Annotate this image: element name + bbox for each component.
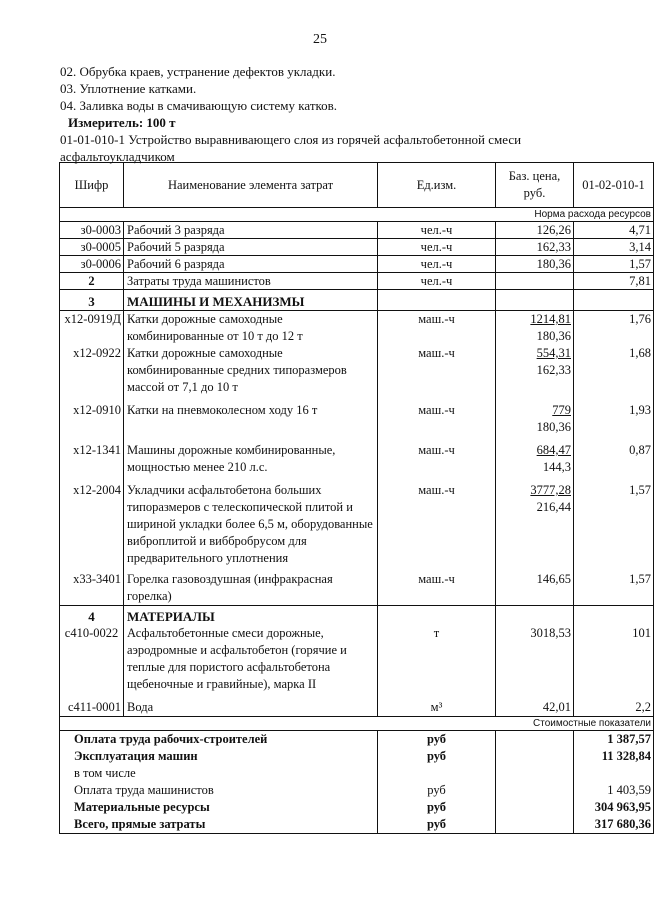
table-row [60,256,654,273]
row-price [496,273,574,290]
summary-label: Всего, прямые затраты [60,816,378,834]
section-row [60,290,654,311]
row-name: Укладчики асфальтобетона больших типоразмеров с телескопической плитой и шириной укладки более 6,5 м, оборудованные виброплитой и виббробрусом для предварительного уплотнения [124,476,378,567]
intro-block [60,63,600,165]
row-value: 1,57 [574,256,654,273]
row-name: Рабочий 3 разряда [124,222,378,239]
table-title: 01-01-010-1 Устройство выравнивающего слоя из горячей асфальтобетонной смеси асфальтоукладчиком [60,132,522,164]
norm-banner: Норма расхода ресурсов [60,208,654,222]
table-row [60,222,654,239]
row-price [496,311,574,346]
row-name: Катки на пневмоколесном ходу 16 т [124,396,378,436]
table-row [60,345,654,396]
summary-value: 304 963,95 [574,799,654,816]
table-row [60,693,654,717]
row-name: Рабочий 6 разряда [124,256,378,273]
price-labor: 180,36 [536,420,571,434]
row-unit: т [378,606,496,694]
row-price: 42,01 [496,693,574,717]
row-unit: маш.-ч [378,567,496,606]
row-code: з0-0006 [60,256,124,273]
row-price [496,476,574,567]
price-labor: 180,36 [536,329,571,343]
row-value: 7,81 [574,273,654,290]
section-title: МАТЕРИАЛЫ [127,609,215,624]
table-row [60,436,654,476]
price-labor: 216,44 [536,500,571,514]
row-value: 1,68 [574,345,654,396]
row-price: 162,33 [496,239,574,256]
summary-unit: руб [378,799,496,816]
table-row [60,273,654,290]
row-price [496,345,574,396]
row-value: 1,93 [574,396,654,436]
summary-label: в том числе [60,765,378,782]
section-title: МАШИНЫ И МЕХАНИЗМЫ [124,290,378,311]
summary-value: 11 328,84 [574,748,654,765]
row-value: 1,57 [574,567,654,606]
row-unit: маш.-ч [378,396,496,436]
table-row [60,567,654,606]
header-code: Шифр [60,163,124,208]
summary-row [60,782,654,799]
row-code: х12-0922 [60,345,124,396]
row-value: 101 [574,606,654,694]
row-unit: маш.-ч [378,476,496,567]
row-code: з0-0003 [60,222,124,239]
row-price: 3018,53 [496,606,574,694]
summary-row [60,731,654,749]
summary-row [60,748,654,765]
material-name: Асфальтобетонные смеси дорожные, аэродромные и асфальтобетон (горячие и теплые для пористого асфальтобетона щебеночные и гравийные), марка II [127,626,347,691]
page-number: 25 [313,32,327,47]
row-code: х12-1341 [60,436,124,476]
header-unit: Ед.изм. [378,163,496,208]
row-unit: чел.-ч [378,256,496,273]
price-base: 554,31 [536,346,571,360]
row-price: 126,26 [496,222,574,239]
header-price: Баз. цена, руб. [496,163,574,208]
price-base: 1214,81 [530,312,571,326]
summary-label: Материальные ресурсы [60,799,378,816]
summary-price [496,799,574,816]
row-unit: маш.-ч [378,436,496,476]
table-row [60,311,654,346]
section-code: 4 [88,609,95,624]
material-code: с410-0022 [64,626,119,640]
row-unit: чел.-ч [378,239,496,256]
price-base: 684,47 [536,443,571,457]
summary-price [496,765,574,782]
intro-line: 04. Заливка воды в смачивающую систему катков. [60,98,338,113]
row-price [496,436,574,476]
row-code: 2 [60,273,124,290]
summary-label: Эксплуатация машин [60,748,378,765]
summary-unit: руб [378,748,496,765]
price-base: 779 [552,403,571,417]
table-row [60,606,654,694]
price-labor: 162,33 [536,363,571,377]
row-unit: чел.-ч [378,273,496,290]
summary-unit [378,765,496,782]
row-code [60,606,124,694]
row-value: 1,76 [574,311,654,346]
header-name: Наименование элемента затрат [124,163,378,208]
summary-row [60,799,654,816]
summary-label: Оплата труда рабочих-строителей [60,731,378,749]
summary-value: 317 680,36 [574,816,654,834]
row-name: Катки дорожные самоходные комбинированные от 10 т до 12 т [124,311,378,346]
row-name: Горелка газовоздушная (инфракрасная горелка) [124,567,378,606]
row-price: 180,36 [496,256,574,273]
row-code: с411-0001 [60,693,124,717]
row-price [496,396,574,436]
row-value: 2,2 [574,693,654,717]
row-code: х12-2004 [60,476,124,567]
summary-unit: руб [378,816,496,834]
table-row [60,476,654,567]
row-name: Машины дорожные комбинированные, мощностью менее 210 л.с. [124,436,378,476]
summary-row [60,765,654,782]
cost-banner: Стоимостные показатели [60,717,654,731]
row-code: х12-0919Д [60,311,124,346]
summary-price [496,748,574,765]
row-code: х12-0910 [60,396,124,436]
resource-table [59,162,654,834]
row-name [124,606,378,694]
row-price: 146,65 [496,567,574,606]
row-unit: м³ [378,693,496,717]
row-code: х33-3401 [60,567,124,606]
header-row [60,163,654,208]
row-code: з0-0005 [60,239,124,256]
row-name: Рабочий 5 разряда [124,239,378,256]
summary-price [496,731,574,749]
summary-value: 1 387,57 [574,731,654,749]
row-value: 3,14 [574,239,654,256]
summary-unit: руб [378,731,496,749]
price-labor: 144,3 [542,460,571,474]
summary-value [574,765,654,782]
intro-line: 02. Обрубка краев, устранение дефектов укладки. [60,64,336,79]
intro-line: 03. Уплотнение катками. [60,81,197,96]
row-unit: маш.-ч [378,311,496,346]
summary-price [496,816,574,834]
row-unit: чел.-ч [378,222,496,239]
table-row [60,396,654,436]
row-value: 1,57 [574,476,654,567]
row-value: 4,71 [574,222,654,239]
summary-price [496,782,574,799]
row-name: Катки дорожные самоходные комбинированные средних типоразмеров массой от 7,1 до 10 т [124,345,378,396]
price-base: 3777,28 [530,483,571,497]
header-norm: 01-02-010-1 [574,163,654,208]
summary-value: 1 403,59 [574,782,654,799]
measure-label: Измеритель: 100 т [68,115,176,130]
summary-row [60,816,654,834]
row-name: Затраты труда машинистов [124,273,378,290]
table-row [60,239,654,256]
row-name: Вода [124,693,378,717]
section-code: 3 [60,290,124,311]
row-value: 0,87 [574,436,654,476]
summary-label: Оплата труда машинистов [60,782,378,799]
summary-unit: руб [378,782,496,799]
row-unit: маш.-ч [378,345,496,396]
